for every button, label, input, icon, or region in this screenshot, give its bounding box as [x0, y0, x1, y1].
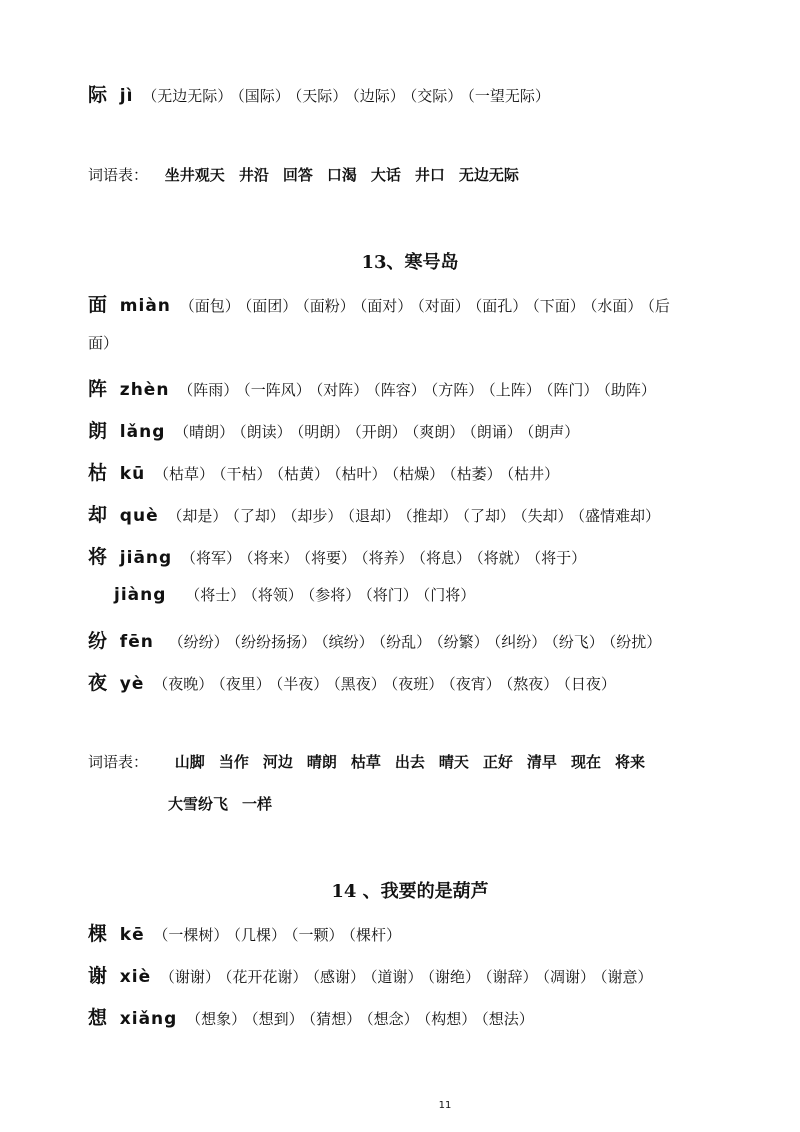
- entry-pinyin: xiǎng: [119, 1009, 178, 1029]
- entry-pinyin: kē: [119, 925, 145, 945]
- word: （门将）: [422, 586, 476, 604]
- entry-pinyin: zhèn: [119, 380, 170, 400]
- entry-char: 棵: [88, 923, 108, 945]
- word: （纠纷）: [493, 633, 547, 651]
- vocab-list-2-continued: [168, 793, 740, 814]
- entry-pinyin: yè: [119, 674, 145, 694]
- vocab-word: 无边无际: [458, 166, 519, 184]
- entry-fen: [88, 626, 740, 653]
- entry-xiang: [88, 1003, 740, 1030]
- entry-que: [88, 500, 740, 527]
- entry-pinyin: jiàng: [114, 585, 167, 605]
- word: （枯草）: [154, 465, 215, 483]
- word: （枯黄）: [276, 465, 330, 483]
- word: （朗诵）: [469, 423, 522, 441]
- word: （想到）: [251, 1010, 304, 1028]
- entry-pinyin: jì: [119, 86, 134, 106]
- word: （开朗）: [354, 423, 407, 441]
- word: （道谢）: [369, 968, 423, 986]
- word: （将息）: [418, 549, 472, 567]
- word: （后: [647, 297, 670, 315]
- word: （将军）: [180, 549, 241, 567]
- word: （边际）: [352, 87, 405, 105]
- vocab-label: 词语表：: [88, 166, 149, 184]
- entry-pinyin: què: [119, 506, 159, 526]
- word: （黑夜）: [333, 675, 386, 693]
- lesson-13-title: 13、寒号岛: [361, 252, 459, 273]
- word: （夜宵）: [448, 675, 501, 693]
- word: （国际）: [237, 87, 290, 105]
- word: （感谢）: [312, 968, 365, 986]
- word: （将养）: [361, 549, 414, 567]
- entry-char: 将: [88, 546, 108, 568]
- entry-jiang-2: [114, 584, 740, 605]
- word: （夜里）: [218, 675, 271, 693]
- word: （阵雨）: [178, 381, 239, 399]
- word: （对阵）: [315, 381, 369, 399]
- word: （纷乱）: [378, 633, 432, 651]
- entry-zhen: [88, 374, 740, 401]
- vocab-word: 大话: [370, 166, 401, 184]
- entry-char: 却: [88, 504, 108, 526]
- word: （日夜）: [563, 675, 616, 693]
- word: （纷纷扬扬）: [233, 633, 317, 651]
- word: （将领）: [250, 586, 303, 604]
- lesson-14-title: 14 、我要的是葫芦: [331, 881, 489, 902]
- vocab-word: 晴朗: [306, 753, 337, 771]
- word: （助阵）: [603, 381, 656, 399]
- word: （面孔）: [474, 297, 528, 315]
- entry-xie: [88, 961, 740, 988]
- vocab-word: 当作: [218, 753, 249, 771]
- vocab-word: 井口: [414, 166, 445, 184]
- word: （半夜）: [275, 675, 329, 693]
- word: （想法）: [481, 1010, 534, 1028]
- word: （天际）: [294, 87, 348, 105]
- word: （面粉）: [302, 297, 355, 315]
- page-number: 11: [438, 1100, 452, 1111]
- word: （纷繁）: [436, 633, 489, 651]
- word: （交际）: [409, 87, 463, 105]
- word: （了却）: [232, 507, 285, 525]
- word: （将门）: [365, 586, 418, 604]
- vocab-word: 现在: [570, 753, 601, 771]
- entry-char: 阵: [88, 378, 108, 400]
- vocab-list-2: [88, 751, 740, 772]
- vocab-word: 晴天: [438, 753, 469, 771]
- word: （面团）: [244, 297, 298, 315]
- entry-char: 际: [88, 84, 108, 106]
- entry-ke: [88, 919, 740, 946]
- word: （失却）: [519, 507, 573, 525]
- entry-lang: [88, 416, 740, 443]
- entry-char: 纷: [88, 630, 108, 652]
- word: （爽朗）: [411, 423, 465, 441]
- word: （朗读）: [239, 423, 292, 441]
- entry-pinyin: xiè: [119, 967, 152, 987]
- entry-char: 谢: [88, 965, 108, 987]
- word: （一棵树）: [153, 926, 229, 944]
- word: （谢意）: [600, 968, 653, 986]
- word: （水面）: [589, 297, 643, 315]
- word: （退却）: [347, 507, 400, 525]
- word: （却是）: [167, 507, 228, 525]
- vocab-word: 枯草: [350, 753, 381, 771]
- entry-char: 面: [88, 294, 108, 316]
- word: （棵杆）: [348, 926, 401, 944]
- word: （下面）: [532, 297, 585, 315]
- word: （将来）: [246, 549, 299, 567]
- entry-char: 枯: [88, 462, 108, 484]
- word: （将士）: [185, 586, 246, 604]
- word: （将就）: [476, 549, 529, 567]
- vocab-word: 河边: [262, 753, 293, 771]
- word: （谢谢）: [159, 968, 220, 986]
- word: （花开花谢）: [224, 968, 308, 986]
- entry-ku: [88, 458, 740, 485]
- word: （缤纷）: [321, 633, 374, 651]
- word: （夜班）: [390, 675, 444, 693]
- word: （朗声）: [526, 423, 580, 441]
- word: （参将）: [307, 586, 361, 604]
- word: （将于）: [533, 549, 587, 567]
- word: （枯叶）: [334, 465, 387, 483]
- vocab-word: 井沿: [238, 166, 269, 184]
- entry-char: 夜: [88, 672, 108, 694]
- entry-pinyin: kū: [119, 464, 146, 484]
- entry-mian: [88, 290, 740, 317]
- word: （一颗）: [290, 926, 344, 944]
- word: （一望无际）: [467, 87, 550, 105]
- entry-pinyin: lǎng: [119, 422, 166, 442]
- vocab-word: 口渴: [326, 166, 357, 184]
- word: （想念）: [366, 1010, 419, 1028]
- word: （想象）: [186, 1010, 247, 1028]
- entry-mian-continued: [88, 332, 740, 353]
- word: （谢辞）: [484, 968, 538, 986]
- entry-char: 朗: [88, 420, 108, 442]
- word: （纷扰）: [608, 633, 662, 651]
- word: （无边无际）: [142, 87, 233, 105]
- vocab-word: 将来: [614, 753, 645, 771]
- vocab-word: 一样: [242, 795, 273, 813]
- vocab-word: 山脚: [174, 753, 205, 771]
- vocab-word: 坐井观天: [164, 166, 225, 184]
- entry-ji: [88, 80, 740, 107]
- word: （上阵）: [488, 381, 541, 399]
- word: （对面）: [417, 297, 470, 315]
- word: （凋谢）: [542, 968, 596, 986]
- word: （却步）: [289, 507, 343, 525]
- word: （枯燥）: [391, 465, 445, 483]
- vocab-word: 回答: [282, 166, 313, 184]
- word: （晴朗）: [174, 423, 235, 441]
- entry-jiang-1: [88, 542, 740, 569]
- word: （干枯）: [219, 465, 272, 483]
- entry-char: 想: [88, 1007, 108, 1029]
- word: （面包）: [179, 297, 240, 315]
- vocab-word: 大雪纷飞: [168, 795, 229, 813]
- word: （面对）: [359, 297, 413, 315]
- word: 面）: [88, 334, 119, 352]
- word: （枯萎）: [449, 465, 502, 483]
- entry-pinyin: jiāng: [119, 548, 173, 568]
- word: （谢绝）: [427, 968, 480, 986]
- word: （阵门）: [545, 381, 599, 399]
- word: （构想）: [423, 1010, 477, 1028]
- entry-pinyin: miàn: [119, 296, 171, 316]
- word: （猜想）: [308, 1010, 362, 1028]
- word: （枯井）: [506, 465, 560, 483]
- word: （纷纷）: [168, 633, 229, 651]
- word: （了却）: [462, 507, 515, 525]
- word: （盛情难却）: [577, 507, 661, 525]
- word: （明朗）: [296, 423, 350, 441]
- word: （纷飞）: [551, 633, 604, 651]
- word: （推却）: [404, 507, 458, 525]
- word: （夜晚）: [153, 675, 214, 693]
- vocab-word: 正好: [482, 753, 513, 771]
- entry-pinyin: fēn: [119, 632, 154, 652]
- word: （几棵）: [233, 926, 286, 944]
- word: （熬夜）: [505, 675, 559, 693]
- vocab-word: 清早: [526, 753, 557, 771]
- word: （将要）: [303, 549, 357, 567]
- word: （一阵风）: [243, 381, 311, 399]
- vocab-word: 出去: [394, 753, 425, 771]
- word: （阵容）: [373, 381, 426, 399]
- vocab-label: 词语表：: [88, 753, 149, 771]
- vocab-list-1: [88, 164, 740, 185]
- entry-ye: [88, 668, 740, 695]
- word: （方阵）: [430, 381, 484, 399]
